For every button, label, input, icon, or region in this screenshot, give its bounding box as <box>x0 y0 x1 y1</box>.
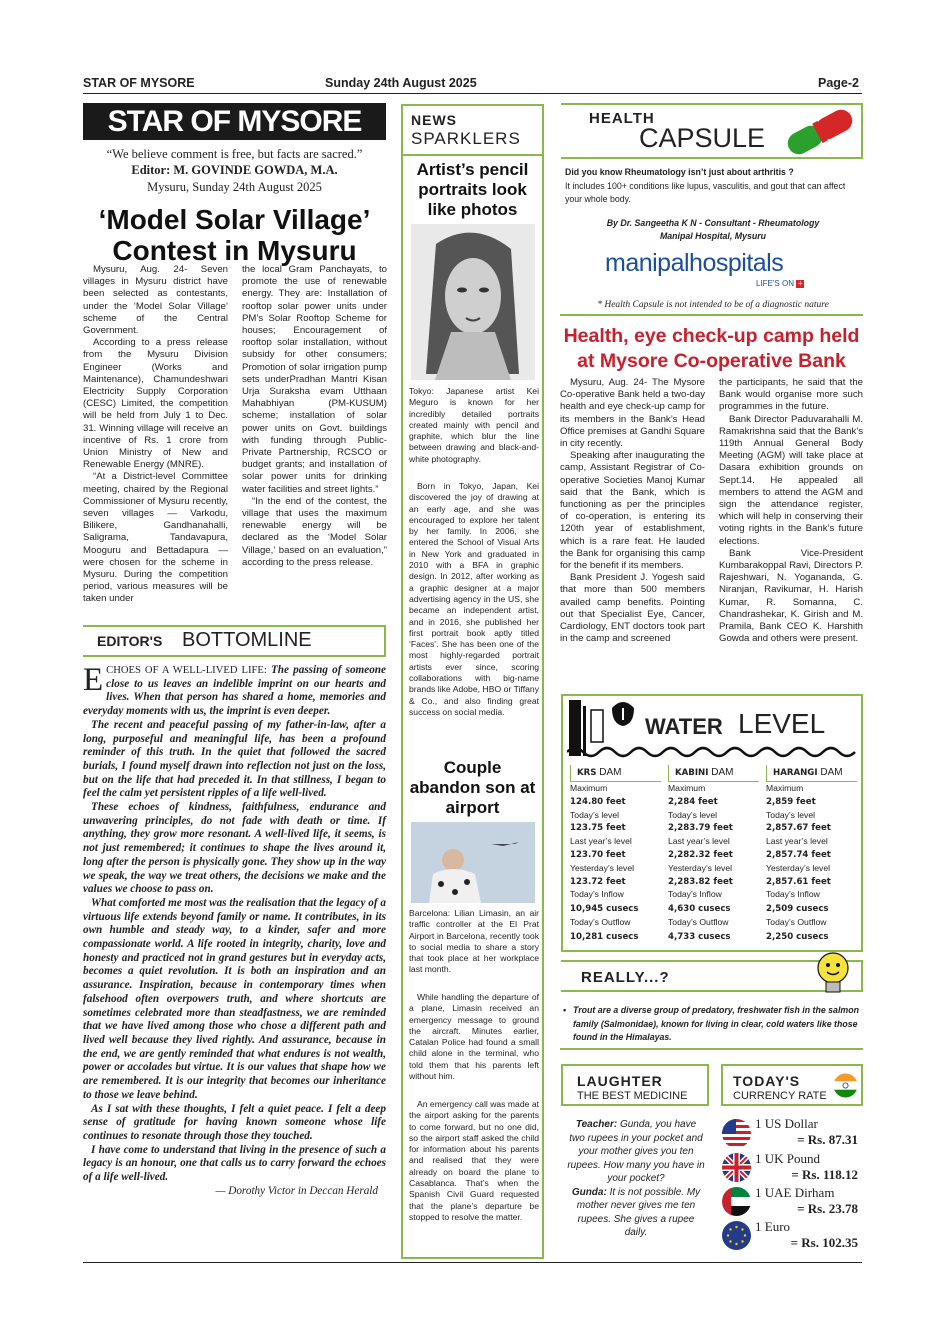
currency-value: = Rs. 102.35 <box>790 1235 858 1250</box>
lead-para: Mysuru, Aug. 24- Seven villages in Mysuru district have been selected as contestants, under the ‘Model Solar Village’ scheme of the Central Government. <box>83 264 228 337</box>
lightbulb-icon <box>811 950 855 1000</box>
plus-icon: + <box>797 279 803 288</box>
camp-para: the participants, he said that the Bank would organise more such programmes in the future. <box>719 377 863 413</box>
manipal-logo: manipalhospitals <box>605 249 784 277</box>
dam-value: 4,733 cusecs <box>668 931 731 942</box>
dam-label: Maximum <box>668 783 706 793</box>
really-text <box>563 1004 861 1045</box>
dam-label: Today’s level <box>570 809 620 820</box>
dam-value: 123.72 feet <box>570 876 626 887</box>
dam-value: 2,284 feet <box>668 796 718 807</box>
dam-label: Yesterday’s level <box>668 862 733 873</box>
dam-label: Today’s level <box>766 809 816 820</box>
dam-label: Maximum <box>766 783 804 793</box>
dam-value: 123.70 feet <box>570 849 626 860</box>
lead-para: “At a District-level Committee meeting, chaired by the Regional Commissioner of Mysuru recently, seven villages — Varkodu, Bilikere, Gandhanahalli, Saligrama, Tandavapura, Mooguru and Bettadapura — were chosen for the scheme in Mysuru. During the competition period, various measures will be taken under <box>83 471 228 605</box>
header-date: Sunday 24th August 2025 <box>325 76 477 90</box>
masthead-tagline: “We believe comment is free, but facts are sacred.” <box>106 147 363 161</box>
bullet-icon: • <box>563 1005 567 1015</box>
camp-column-1 <box>560 377 705 645</box>
eu-flag-icon <box>722 1221 751 1250</box>
editorial-label-2: BOTTOMLINE <box>182 629 312 651</box>
really-divider <box>560 1048 863 1050</box>
dam-value: 2,859 feet <box>766 796 816 807</box>
dam-value: 2,250 cusecs <box>766 931 829 942</box>
footer-rule <box>83 1262 862 1263</box>
water-label-2: LEVEL <box>738 708 826 739</box>
india-flag-icon <box>833 1073 858 1098</box>
editorial-header-box <box>83 625 386 657</box>
teacher-line: Gunda, you have two rupees in your pocket and your mother gives you ten rupees. How many you have in your pocket? <box>567 1119 705 1184</box>
lead-column-2 <box>242 264 387 569</box>
manipal-logo-tag <box>756 279 804 288</box>
news-sparklers-box <box>401 104 544 1259</box>
header-page-number: Page-2 <box>818 76 859 90</box>
dam-name <box>766 765 857 782</box>
currency-value: = Rs. 87.31 <box>797 1132 858 1147</box>
dam-name <box>570 765 661 782</box>
us-flag-icon <box>722 1119 751 1148</box>
camp-headline: Health, eye check-up camp held at Mysore Co-operative Bank <box>563 325 860 372</box>
lead-column-1 <box>83 264 228 606</box>
lead-para: According to a press release from the Mysuru Division Engineer (Works and Maintenance), Chamundeshwari Electricity Supply Corporation (CESC) Limited, the competition will be held from July 1 to Dec. 31. Winning village will receive an incentive of Rs. 1 crore from Union Ministry of New and Renewable Energy (MNRE). <box>83 337 228 471</box>
currency-unit: 1 UAE Dirham <box>755 1185 835 1200</box>
camp-para: Bank Director Paduvarahalli M. Ramakrishna said that the Bank’s 119th Annual General Body Meeting (AGM) will take place at Dasara exhibition grounds on Sept.14. He appealed all members to attend the AGM and sign the attendance register, which will help in conserving their voting rights in the Bank’s future elections. <box>719 413 863 547</box>
dam-value: 123.75 feet <box>570 823 626 834</box>
dam-suffix: DAM <box>599 767 622 778</box>
lead-para: the local Gram Panchayats, to promote the use of renewable energy. They are: Installation of rooftop solar power units under PM’s Solar Rooftop Scheme for houses; Encouragement of rooftop solar installation, without subsidy for other consumers; Promotion of solar irrigation pump sets underPradhan Mantri Kisan Urja Suraksha evam Utthaan Mahabhiyan (PM-KUSUM) scheme; installation of solar power units on Govt. buildings with funding through Public-Private Partnership, RCSCO or budget grants; and installation of solar power units for drinking water facilities and street lights.” <box>242 264 387 495</box>
story2-body-2: An emergency call was made at the airport asking for the parents to come forward, but no one did, so the airport staff asked the child for information about his parents and realised that they were already on board the plane to Casablanca. That’s when the Spanish Civil Guard requested that the plane’s departure be stopped to resolve the matter. <box>409 1099 539 1222</box>
health-disclaimer: * Health Capsule is not intended to be of a diagnostic nature <box>597 300 829 310</box>
currency-value: = Rs. 118.12 <box>791 1167 858 1182</box>
health-body: It includes 100+ conditions like lupus, vasculitis, and gout that can affect your whole body. <box>565 181 846 204</box>
gunda-name: Gunda: <box>571 1186 607 1198</box>
masthead-dateline: Mysuru, Sunday 24th August 2025 <box>147 180 322 194</box>
editorial-para: The recent and peaceful passing of my father-in-law, after a long, purposeful and meaningful life, has been a profound reminder of this truth. In the quiet that followed the sacred burials, I found myself drawn into reflection not just on the loss, but on the life that had preceded it. In that stillness, I began to feel the calm yet persistent ripples of a life well-lived. <box>83 718 386 800</box>
sparklers-label: NEWS <box>411 112 457 128</box>
dam-value: 2,857.61 feet <box>766 876 831 887</box>
camp-para: Mysuru, Aug. 24- The Mysore Co-operative Bank held a two-day health and eye check-up camp for its members in the Bank’s Head Office premises at Gandhi Square in city recently. <box>560 377 705 450</box>
currency-label: TODAY'S <box>733 1073 801 1089</box>
dam-value: 2,857.67 feet <box>766 823 831 834</box>
currency-unit: 1 Euro <box>755 1219 791 1234</box>
dam-label: Today’s Outflow <box>570 916 631 927</box>
editorial-lead: The passing of someone close to us leaves an indelible imprint on our hearts and lives. When that person has shared a home, memories and everyday moments with us, the imprint is even deeper. <box>83 664 386 718</box>
dam-value: 2,283.82 feet <box>668 876 733 887</box>
dam-kabini <box>668 765 759 944</box>
editorial-para: I have come to understand that living in the presence of such a legacy is an honour, one that calls us to carry forward the echoes of a life well-lived. <box>83 1143 386 1184</box>
editorial-para: These echoes of kindness, faithfulness, endurance and unwavering principles, do not fade with death or time. If anything, they grow more resonant. A well-lived life, it seems, is not just remembered; it continues to shape the lives around it, long after the person is physically gone. They show up in the way we speak, the way we treat others, the decisions we make and the values we choose to pass on. <box>83 801 386 896</box>
camp-para: Bank President J. Yogesh said that more than 500 members availed camp benefits. Pointing out that Specialist Eye, Cancer, Cardiology, ENT doctors took part in the camp and screened <box>560 572 705 645</box>
masthead-editor: Editor: M. GOVINDE GOWDA, M.A. <box>131 163 338 177</box>
really-header <box>561 960 863 992</box>
story1-title: Artist’s pencil portraits look like photos <box>416 160 529 219</box>
currency-row-usd <box>755 1116 858 1148</box>
water-label: WATER <box>645 714 723 739</box>
gunda-line: It is not possible. My mother never gives me ten rupees. She gives a rupee daily. <box>576 1186 701 1238</box>
currency-row-eur <box>755 1219 858 1251</box>
dam-label: Last year’s level <box>766 836 828 847</box>
dam-value: 2,509 cusecs <box>766 904 829 915</box>
currency-header <box>721 1064 863 1106</box>
uk-flag-icon <box>722 1153 751 1182</box>
dam-label: Today’s Inflow <box>668 889 722 900</box>
teacher-name: Teacher: <box>575 1119 618 1130</box>
really-fact: Trout are a diverse group of predatory, freshwater fish in the salmon family (Salmonidae), known for living in clear, cold waters like those found in the Himalayas. <box>573 1005 859 1043</box>
currency-row-aed <box>755 1185 858 1217</box>
health-question: Did you know Rheumatology isn’t just about arthritis ? <box>565 167 794 177</box>
health-divider <box>560 314 863 316</box>
dam-label: Today’s Outflow <box>668 916 729 927</box>
currency-unit: 1 UK Pound <box>755 1151 821 1166</box>
health-capsule-header <box>561 103 863 159</box>
laughter-label-2: THE BEST MEDICINE <box>577 1090 688 1102</box>
manipal-logo-tagline: LIFE'S ON <box>756 279 794 288</box>
editorial-lead-caps: CHOES OF A WELL-LIVED LIFE: <box>106 665 267 676</box>
dam-value: 2,282.32 feet <box>668 849 733 860</box>
dam-value: 124.80 feet <box>570 796 626 807</box>
header-paper-name: STAR OF MYSORE <box>83 76 195 90</box>
really-label: REALLY...? <box>581 969 670 986</box>
joke-text <box>567 1118 705 1240</box>
airport-boy-image <box>411 822 535 903</box>
sparklers-label-2: SPARKLERS <box>411 129 521 148</box>
dam-suffix: DAM <box>820 767 843 778</box>
laughter-header <box>561 1064 709 1106</box>
dam-label: Today’s Inflow <box>766 889 820 900</box>
story1-caption: Tokyo: Japanese artist Kei Meguro is known for her incredibly detailed portraits created mainly with pencil and graphite, which blur the line between drawing and black-and-white photography. <box>409 386 539 464</box>
water-waves-icon <box>567 744 861 760</box>
story2-caption: Barcelona: Lilian Limasin, an air traffic controller at the El Prat Airport in Barcelona, recently took to social media to share a story that took place at her workplace last month. <box>409 908 539 975</box>
dam-label: Maximum <box>570 783 608 793</box>
currency-label-2: CURRENCY RATE <box>733 1090 827 1102</box>
dam-value: 2,857.74 feet <box>766 849 831 860</box>
health-label-2: CAPSULE <box>639 123 766 153</box>
sparklers-divider <box>403 154 542 156</box>
story2-body-1: While handling the departure of a plane, Limasin received an emergency message to ground the aircraft. Minutes earlier, Catalan Police had found a small child alone in the terminal, who told them that his parents left without him. <box>409 992 539 1082</box>
dam-value: 10,281 cusecs <box>570 931 639 942</box>
dam-value: 2,283.79 feet <box>668 823 733 834</box>
editorial-credit: — Dorothy Victor in Deccan Herald <box>215 1184 378 1197</box>
dam-label: Today’s level <box>668 809 718 820</box>
dam-title: HARANGI <box>773 768 818 778</box>
health-label: HEALTH <box>589 110 655 127</box>
camp-para: Speaking after inaugurating the camp, Assistant Registrar of Co-operative Societies Manoj Kumar said that the Bank, which is functioning as per the principles of co-operation, is entering its 120th year of establishment, which is a rare feat. He lauded the Bank for organising this camp for the benefit if its members. <box>560 450 705 572</box>
masthead: STAR OF MYSORE <box>83 103 386 140</box>
dam-value: 4,630 cusecs <box>668 904 731 915</box>
lead-headline: ‘Model Solar Village’ Contest in Mysuru <box>98 204 371 266</box>
editorial-para: As I sat with these thoughts, I felt a quiet peace. I felt a deep sense of gratitude for having known someone whose life continues to resonate through those they touched. <box>83 1102 386 1142</box>
health-byline: By Dr. Sangeetha K N - Consultant - Rheumatology <box>606 218 820 228</box>
editorial-dropcap: E <box>83 662 104 698</box>
uae-flag-icon <box>722 1187 751 1216</box>
dam-title: KRS <box>577 768 597 778</box>
story2-title: Couple abandon son at airport <box>409 758 536 817</box>
dam-value: 10,945 cusecs <box>570 904 639 915</box>
lead-para: “In the end of the contest, the village that uses the maximum renewable energy will be declared as the ‘Model Solar Village,’ based on an evaluation,” according to the press release. <box>242 495 387 568</box>
camp-column-2 <box>719 377 863 645</box>
portrait-drawing-image <box>411 224 535 380</box>
laughter-label: LAUGHTER <box>577 1073 663 1089</box>
currency-value: = Rs. 23.78 <box>797 1201 858 1216</box>
currency-row-gbp <box>755 1151 858 1183</box>
dam-label: Last year’s level <box>668 836 730 847</box>
dam-title: KABINI <box>675 768 709 778</box>
dam-label: Today’s Outflow <box>766 916 827 927</box>
editorial-body <box>83 664 386 1198</box>
editorial-para: What comforted me most was the realisation that the legacy of a virtuous life extends beyond family or name. It contributes, in its own humble and steady way, to a kinder, safer and more compassionate world. A life rooted in integrity, charity, love and honesty and practiced not in grand gestures but in everyday acts, becomes a quiet revolution. It is both an inspiration and an assurance. Inspiration, because in contemporary times when falsehood often overpowers truth, and where shortcuts are sometimes celebrated more than steadfastness, we are reminded that we have lived among those who chose a different path and lived well because they lived rightly. And assurance, because in the end, we are gently reminded that what endures is not wealth, power or accolades but virtue. It is our values that shape how we are remembered. It is our integrity that becomes our inheritance to those we leave behind. <box>83 896 386 1101</box>
currency-unit: 1 US Dollar <box>755 1116 818 1131</box>
dam-label: Yesterday’s level <box>766 862 831 873</box>
dam-suffix: DAM <box>711 767 734 778</box>
dam-krs <box>570 765 661 944</box>
editorial-label: EDITOR'S <box>97 633 163 649</box>
story1-body: Born in Tokyo, Japan, Kei discovered the joy of drawing at an early age, and she was encouraged to explore her talent by her family. In 2006, she entered the School of Visual Arts in New York and graduated in 2010 with a BFA in graphic design. In 2012, after working as a graphic designer at a major advertising agency in the US, she became an independent artist, and in 2016, she published her first portrait book aptly titled ‘Faces’. She has been one of the most highly-regarded portrait artists ever since, scoring collaborations with big-name brands like Adobe, HBO or Tiffany & Co., and also finding great success on social media. <box>409 481 539 717</box>
header-rule <box>83 93 862 94</box>
camp-para: Bank Vice-President Kumbarakoppal Ravi, Directors P. Rajeshwari, N. Yogananda, G. Niranjan, Ravikumar, H. Harish Kumar, R. Somanna, C. Chandrashekar, K. Girish and M. Pramila, Bank CEO K. Harshith Gowda and others were present. <box>719 547 863 645</box>
dam-label: Last year’s level <box>570 836 632 847</box>
dam-label: Yesterday’s level <box>570 862 635 873</box>
pill-capsule-icon <box>781 109 859 155</box>
dam-harangi <box>766 765 857 944</box>
health-byline-2: Manipal Hospital, Mysuru <box>659 231 767 241</box>
dam-name <box>668 765 759 782</box>
dam-label: Today’s Inflow <box>570 889 624 900</box>
